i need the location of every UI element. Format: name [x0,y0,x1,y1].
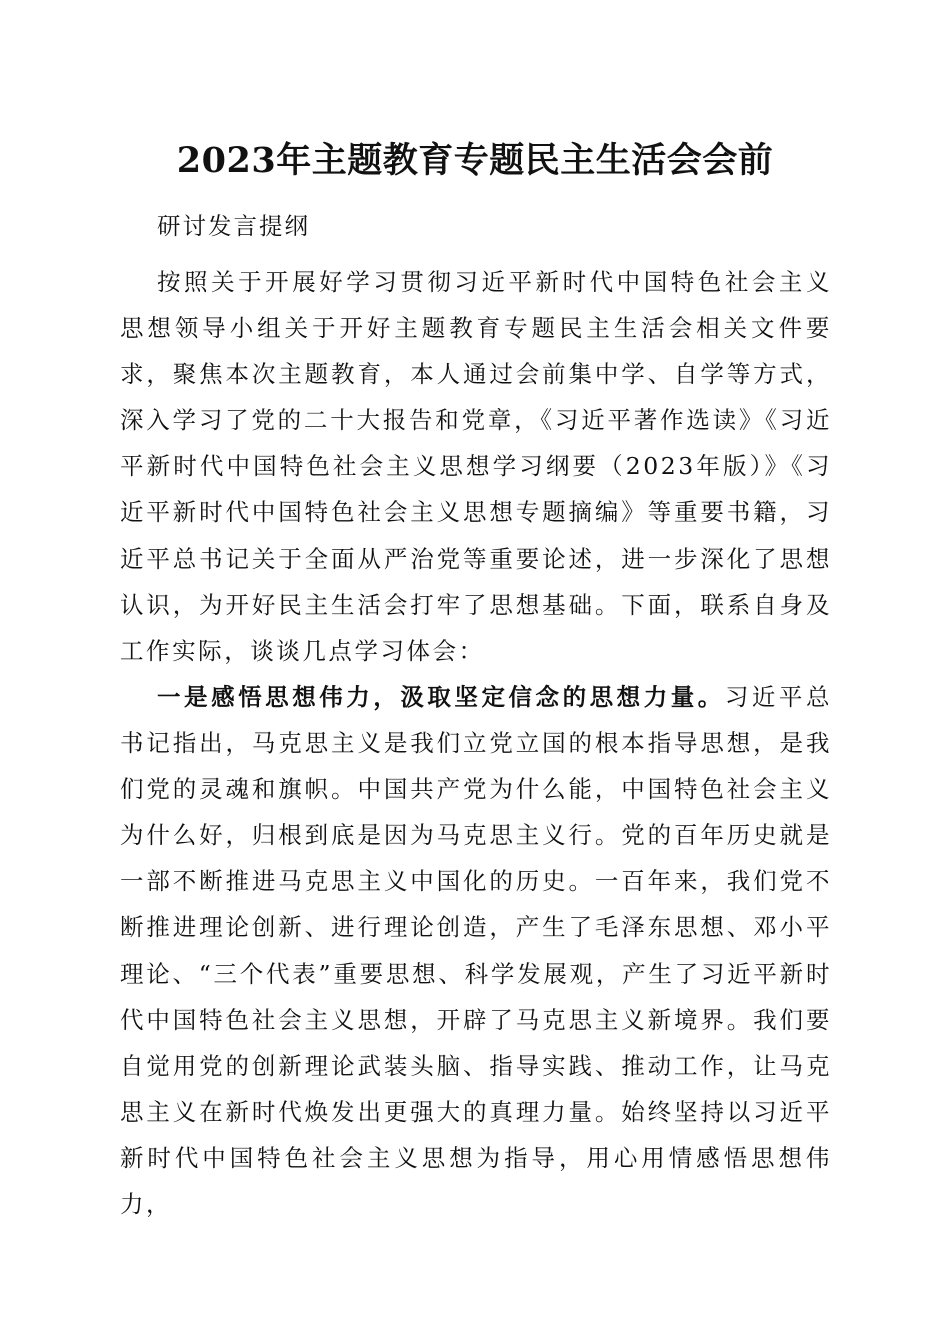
document-title: 2023年主题教育专题民主生活会会前 [176,140,774,181]
paragraph-point-one-lead: 一是感悟思想伟力，汲取坚定信念的思想力量。 [157,683,725,711]
paragraph-intro [120,259,832,674]
paragraph-point-one [120,674,832,1227]
paragraph-intro-text: 按照关于开展好学习贯彻习近平新时代中国特色社会主义思想领导小组关于开好主题教育专题民主生活会相关文件要求，聚焦本次主题教育，本人通过会前集中学、自学等方式，深入学习了党的二十大报告和党章，《习近平著作选读》《习近平新时代中国特色社会主义思想学习纲要（2023年版）》《习近平新时代中国特色社会主义思想专题摘编》等重要书籍，习近平总书记关于全面从严治党等重要论述，进一步深化了思想认识，为开好民主生活会打牢了思想基础。下面，联系自身及工作实际，谈谈几点学习体会： [120,268,832,665]
paragraph-point-one-text: 习近平总书记指出，马克思主义是我们立党立国的根本指导思想，是我们党的灵魂和旗帜。中国共产党为什么能，中国特色社会主义为什么好，归根到底是因为马克思主义行。党的百年历史就是一部不断推进马克思主义中国化的历史。一百年来，我们党不断推进理论创新、进行理论创造，产生了毛泽东思想、邓小平理论、“三个代表”重要思想、科学发展观，产生了习近平新时代中国特色社会主义思想，开辟了马克思主义新境界。我们要自觉用党的创新理论武装头脑、指导实践、推动工作，让马克思主义在新时代焕发出更强大的真理力量。始终坚持以习近平新时代中国特色社会主义思想为指导，用心用情感悟思想伟力， [120,683,832,1219]
document-subtitle: 研讨发言提纲 [157,212,310,240]
